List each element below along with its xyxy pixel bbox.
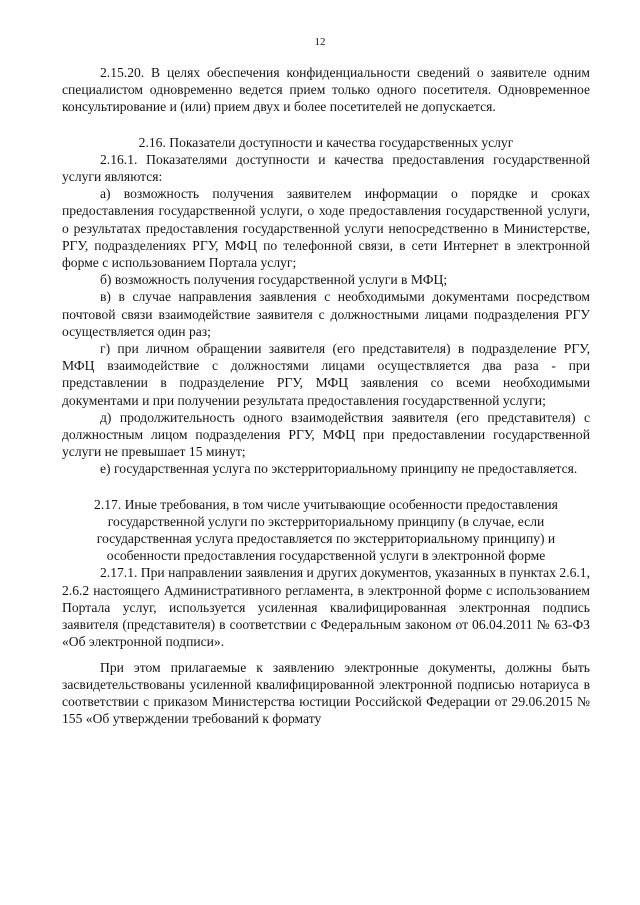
paragraph-item-d: д) продолжительность одного взаимодействия заявителя (его представителя) с должностным лицом подразделения РГУ, МФЦ при предоставлении государственной услуги не превышает 15 минут; — [62, 409, 590, 460]
spacer — [62, 651, 590, 659]
paragraph-2-15-20: 2.15.20. В целях обеспечения конфиденциальности сведений о заявителе одним специалистом одновременно ведется прием только одного посетителя. Одновременное консультирование и (или) прием двух и более посетителей не допускается. — [62, 65, 590, 115]
paragraph-item-g: г) при личном обращении заявителя (его представителя) в подразделение РГУ, МФЦ взаимодействие с должностями лицами осуществляется два раза - при представлении в подразделение РГУ, МФЦ заявления со всеми необходимыми документами и при получении результата предоставления государственной услуги; — [62, 341, 590, 408]
paragraph-item-e: е) государственная услуга по экстерриториальному принципу не предоставляется. — [100, 461, 578, 477]
document-body — [62, 64, 590, 727]
paragraph-item-b: б) возможность получения государственной услуги в МФЦ; — [100, 272, 448, 288]
spacer — [62, 116, 590, 134]
section-heading-2-16: 2.16. Показатели доступности и качества государственных услуг — [138, 134, 514, 150]
paragraph-attachments: При этом прилагаемые к заявлению электронные документы, должны быть засвидетельствованы усиленной квалифицированной электронной подписью нотариуса в соответствии с приказом Министерства юстиции Российской Федерации от 29.06.2015 № 155 «Об утверждении требований к формату — [62, 659, 590, 727]
paragraph-2-17-1: 2.17.1. При направлении заявления и других документов, указанных в пунктах 2.6.1, 2.6.2 настоящего Административного регламента, в электронной форме с использованием Портала услуг, используется усиленная квалифицированная электронная подпись заявителя (представителя) в соответствии с Федеральным законом от 06.04.2011 № 63-ФЗ «Об электронной подписи». — [62, 565, 590, 650]
page-number: 12 — [314, 36, 326, 48]
paragraph-item-a: а) возможность получения заявителем информации о порядке и сроках предоставления государственной услуги, о ходе предоставления государственной услуги, о результатах предоставления государственной услуги непосредственно в Министерстве, РГУ, подразделениях РГУ, МФЦ по телефонной связи, в сети Интернет в электронной форме с использованием Портала услуг; — [62, 186, 590, 271]
paragraph-item-v: в) в случае направления заявления с необходимыми документами посредством почтовой связи взаимодействие заявителя с должностными лицами подразделения РГУ осуществляется один раз; — [62, 289, 590, 339]
section-heading-2-17: 2.17. Иные требования, в том числе учитывающие особенности предоставления государственной услуги по экстерриториальному принципу (в случае, если государственная услуга предоставляется по экстерриториальному принципу) и особенности предоставления государственной услуги в электронной форме — [94, 496, 558, 564]
spacer — [62, 478, 590, 496]
paragraph-2-16-1: 2.16.1. Показателями доступности и качества предоставления государственной услуги являются: — [62, 151, 590, 185]
